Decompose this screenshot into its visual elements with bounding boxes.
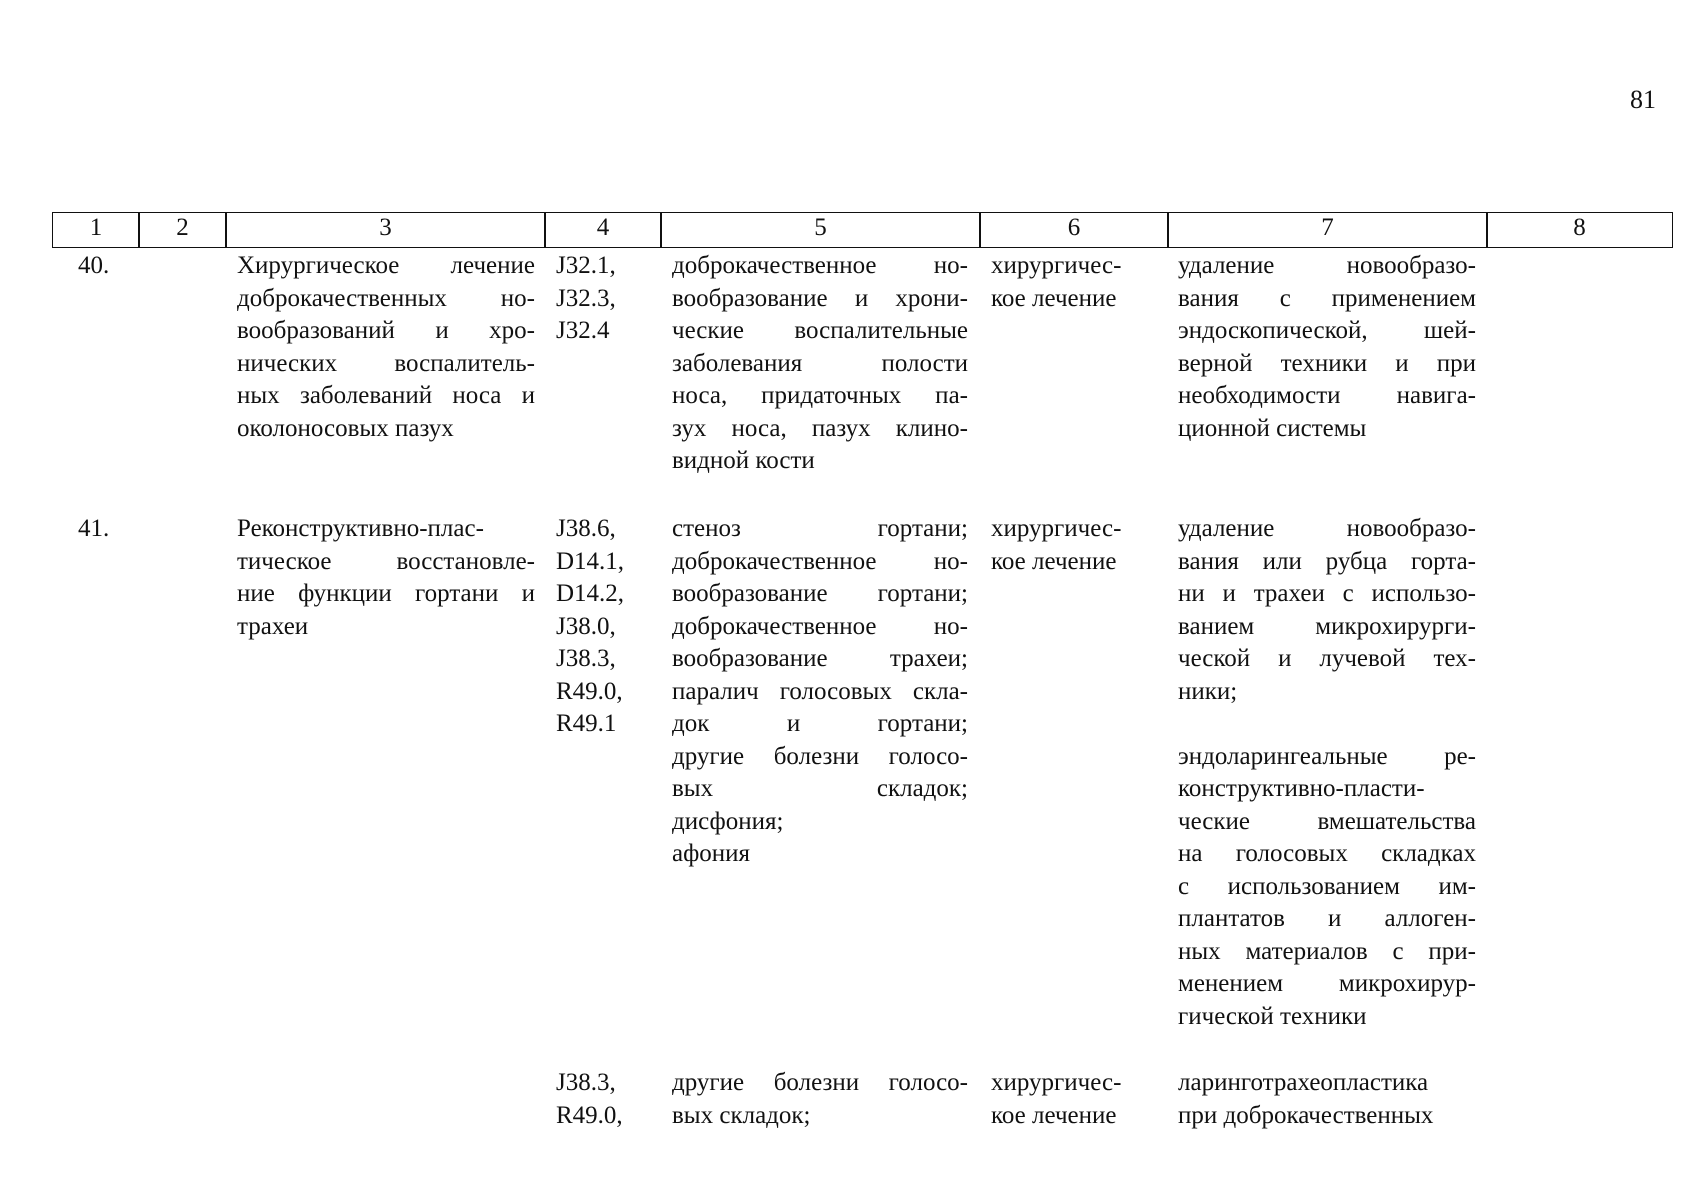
- cell-line: J32.1,: [556, 252, 616, 279]
- cell-line: вообразование и хрони-: [672, 284, 968, 312]
- cell-name: [237, 250, 535, 445]
- cell-line: J32.4: [556, 317, 610, 344]
- cell-line: околоносовых пазух: [237, 414, 454, 442]
- cell-line: док и гортани;: [672, 710, 968, 737]
- cell-line: J32.3,: [556, 284, 616, 312]
- header-cell-7: 7: [1167, 212, 1488, 248]
- cell-name: [237, 513, 535, 643]
- cell-model: [672, 250, 968, 478]
- cell-line: другие болезни голосо-: [672, 1069, 968, 1096]
- cell-line: R49.0,: [556, 677, 623, 705]
- cell-line: кое лечение: [991, 1101, 1117, 1129]
- cell-model: [672, 513, 968, 871]
- cell-line: вания или рубца горта-: [1178, 547, 1476, 575]
- cell-line: J38.6,: [556, 515, 616, 542]
- cell-line: ларинготрахеопластика: [1178, 1069, 1429, 1096]
- cell-line: видной кости: [672, 447, 815, 474]
- cell-line: тическое восстановле-: [237, 547, 535, 575]
- cell-line: хирургичес-: [991, 1069, 1122, 1096]
- cell-line: ных материалов с при-: [1178, 937, 1476, 965]
- cell-line: Реконструктивно-плас-: [237, 515, 484, 542]
- cell-line: доброкачественное но-: [672, 547, 968, 575]
- cell-line: афония: [672, 840, 751, 867]
- cell-line: Хирургическое лечение: [237, 252, 535, 279]
- row-number: 41.: [78, 515, 110, 542]
- cell-line: R49.0,: [556, 1101, 623, 1129]
- header-cell-4: 4: [544, 212, 662, 248]
- cell-line: хирургичес-: [991, 515, 1122, 542]
- cell-line: R49.1: [556, 710, 617, 737]
- cell-line: дисфония;: [672, 807, 784, 835]
- cell-line: вообразований и хро-: [237, 317, 535, 344]
- cell-line: удаление новообразо-: [1178, 252, 1476, 279]
- cell-line: вых складок;: [672, 775, 968, 802]
- cell-line: эндоскопической, шей-: [1178, 317, 1476, 344]
- cell-method: [1178, 1067, 1476, 1132]
- cell-line: зух носа, пазух клино-: [672, 414, 968, 442]
- cell-line: D14.2,: [556, 580, 625, 607]
- header-cell-2: 2: [138, 212, 227, 248]
- cell-line: нических воспалитель-: [237, 349, 535, 377]
- cell-line: доброкачественных но-: [237, 284, 535, 312]
- cell-line: заболевания полости: [672, 349, 968, 377]
- cell-line: D14.1,: [556, 547, 625, 575]
- cell-line: ционной системы: [1178, 414, 1367, 442]
- header-cell-3: 3: [225, 212, 546, 248]
- cell-line: гической техники: [1178, 1002, 1367, 1030]
- cell-codes: [556, 513, 648, 741]
- cell-line: необходимости навига-: [1178, 382, 1476, 409]
- cell-line: ческой и лучевой тех-: [1178, 645, 1476, 672]
- cell-line: ванием микрохирурги-: [1178, 612, 1476, 640]
- cell-line: кое лечение: [991, 547, 1117, 575]
- cell-line: менением микрохирур-: [1178, 970, 1476, 997]
- cell-line: верной техники и при: [1178, 349, 1476, 377]
- cell-line: вания с применением: [1178, 284, 1476, 312]
- header-cell-6: 6: [979, 212, 1169, 248]
- header-cell-1: 1: [52, 212, 140, 248]
- cell-line: вообразование гортани;: [672, 580, 968, 607]
- cell-line: удаление новообразо-: [1178, 515, 1476, 542]
- cell-method: [1178, 250, 1476, 445]
- cell-line: конструктивно-пласти-: [1178, 775, 1425, 802]
- cell-line: доброкачественное но-: [672, 612, 968, 640]
- cell-line: эндоларингеальные ре-: [1178, 742, 1476, 770]
- cell-line: паралич голосовых скла-: [672, 677, 968, 705]
- cell-line: носа, придаточных па-: [672, 382, 968, 409]
- header-cell-5: 5: [660, 212, 981, 248]
- cell-codes: [556, 250, 648, 348]
- cell-line: плантатов и аллоген-: [1178, 905, 1476, 932]
- cell-line: на голосовых складках: [1178, 840, 1476, 867]
- cell-line: вообразование трахеи;: [672, 645, 968, 672]
- cell-treatment: [991, 1067, 1161, 1132]
- page-number: 81: [1630, 85, 1656, 114]
- cell-line: при доброкачественных: [1178, 1101, 1434, 1129]
- cell-line: ни и трахеи с использо-: [1178, 580, 1476, 607]
- cell-line: доброкачественное но-: [672, 252, 968, 279]
- cell-line: хирургичес-: [991, 252, 1122, 279]
- cell-codes: [556, 1067, 648, 1132]
- cell-line: ных заболеваний носа и: [237, 382, 535, 409]
- cell-line: стеноз гортани;: [672, 515, 968, 542]
- cell-line: ческие воспалительные: [672, 317, 968, 344]
- cell-line: ние функции гортани и: [237, 580, 535, 607]
- row-number: 40.: [78, 252, 110, 279]
- cell-line: кое лечение: [991, 284, 1117, 312]
- cell-line: трахеи: [237, 612, 309, 640]
- cell-line: вых складок;: [672, 1101, 811, 1129]
- cell-treatment: [991, 250, 1161, 315]
- cell-line: ческие вмешательства: [1178, 807, 1476, 835]
- cell-line: с использованием им-: [1178, 872, 1476, 900]
- cell-model: [672, 1067, 968, 1132]
- cell-line: J38.3,: [556, 1069, 616, 1096]
- cell-line: [1178, 708, 1476, 741]
- cell-line: другие болезни голосо-: [672, 742, 968, 770]
- cell-line: J38.0,: [556, 612, 616, 640]
- cell-line: J38.3,: [556, 645, 616, 672]
- cell-treatment: [991, 513, 1161, 578]
- cell-method: [1178, 513, 1476, 1033]
- header-cell-8: 8: [1486, 212, 1673, 248]
- cell-line: ники;: [1178, 677, 1238, 705]
